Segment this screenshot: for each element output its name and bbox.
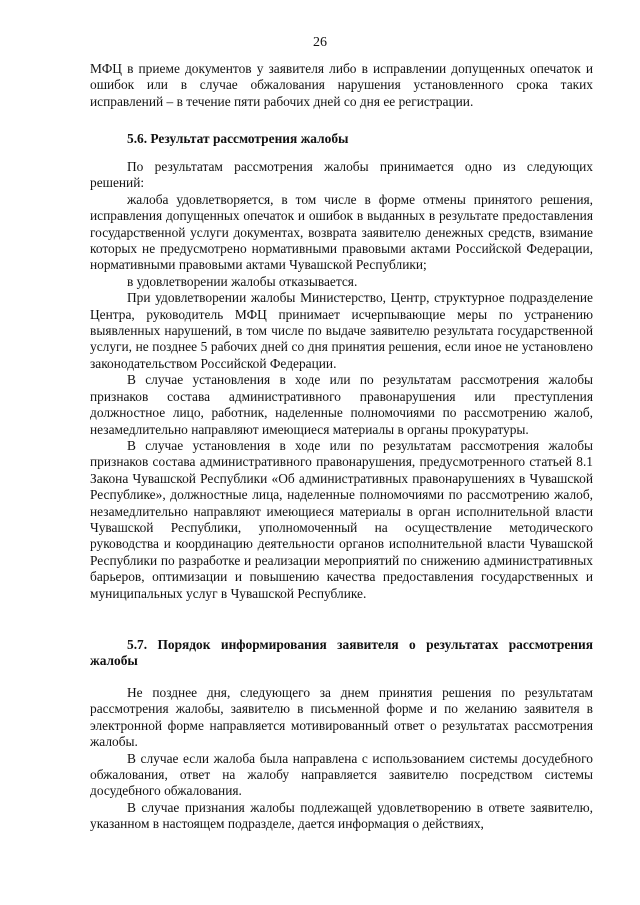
paragraph: В случае установления в ходе или по результатам рассмотрения жалобы признаков состава административного правонарушения, предусмотренного статьей 8.1 Закона Чувашской Республики «Об административных правонарушениях в Чувашской Республике», должностные лица, наделенные полномочиями по рассмотрению жалоб, незамедлительно направляют имеющиеся материалы в орган исполнительной власти Чувашской Республики, уполномоченный на осуществление методического руководства и координацию деятельности органов исполнительной власти Чувашской Республики по разработке и реализации мероприятий по снижению административных барьеров, оптимизации и повышению качества предоставления государственных и муниципальных услуг в Чувашской Республике.	[90, 437, 593, 601]
paragraph: По результатам рассмотрения жалобы принимается одно из следующих решений:	[90, 159, 593, 191]
paragraph: В случае если жалоба была направлена с использованием системы досудебного обжалования, ответ на жалобу направляется заявителю посредством системы досудебного обжалования.	[90, 750, 593, 799]
paragraph: в удовлетворении жалобы отказывается.	[127, 273, 358, 289]
paragraph: Не позднее дня, следующего за днем принятия решения по результатам рассмотрения жалобы, заявителю в письменной форме и по желанию заявителя в электронной форме направляется мотивированный ответ о результатах рассмотрения жалобы.	[90, 685, 593, 750]
paragraph: В случае признания жалобы подлежащей удовлетворению в ответе заявителю, указанном в настоящем подразделе, дается информация о действиях,	[90, 799, 593, 832]
paragraph: жалоба удовлетворяется, в том числе в форме отмены принятого решения, исправления допущенных опечаток и ошибок в выданных в результате предоставления государственной услуги документах, возврата заявителю денежных средств, взимание которых не предусмотрено нормативными правовыми актами Российской Федерации, нормативными правовыми актами Чувашской Республики;	[90, 191, 593, 273]
section-5-7-body	[90, 685, 593, 833]
section-title: 5.6. Результат рассмотрения жалобы	[127, 131, 349, 146]
paragraph: МФЦ в приеме документов у заявителя либо в исправлении допущенных опечаток и ошибок или в случае обжалования нарушения установленного срока таких исправлений – в течение пяти рабочих дней со дня ее регистрации.	[90, 61, 593, 109]
continuation-paragraphs	[90, 61, 593, 110]
paragraph: При удовлетворении жалобы Министерство, Центр, структурное подразделение Центра, руководитель МФЦ принимает исчерпывающие меры по устранению выявленных нарушений, в том числе по выдаче заявителю результата государственной услуги, не позднее 5 рабочих дней со дня принятия решения, если иное не установлено законодательством Российской Федерации.	[90, 290, 593, 371]
section-5-6-body	[90, 159, 593, 602]
section-heading-5-7	[90, 637, 593, 670]
section-heading-5-6	[90, 131, 593, 147]
page-number: 26	[313, 35, 327, 50]
section-title: 5.7. Порядок информирования заявителя о результатах рассмотрения жалобы	[90, 637, 593, 669]
paragraph: В случае установления в ходе или по результатам рассмотрения жалобы признаков состава административного правонарушения или преступления должностное лицо, работник, наделенные полномочиями по рассмотрению жалоб, незамедлительно направляют имеющиеся материалы в органы прокуратуры.	[90, 372, 593, 437]
